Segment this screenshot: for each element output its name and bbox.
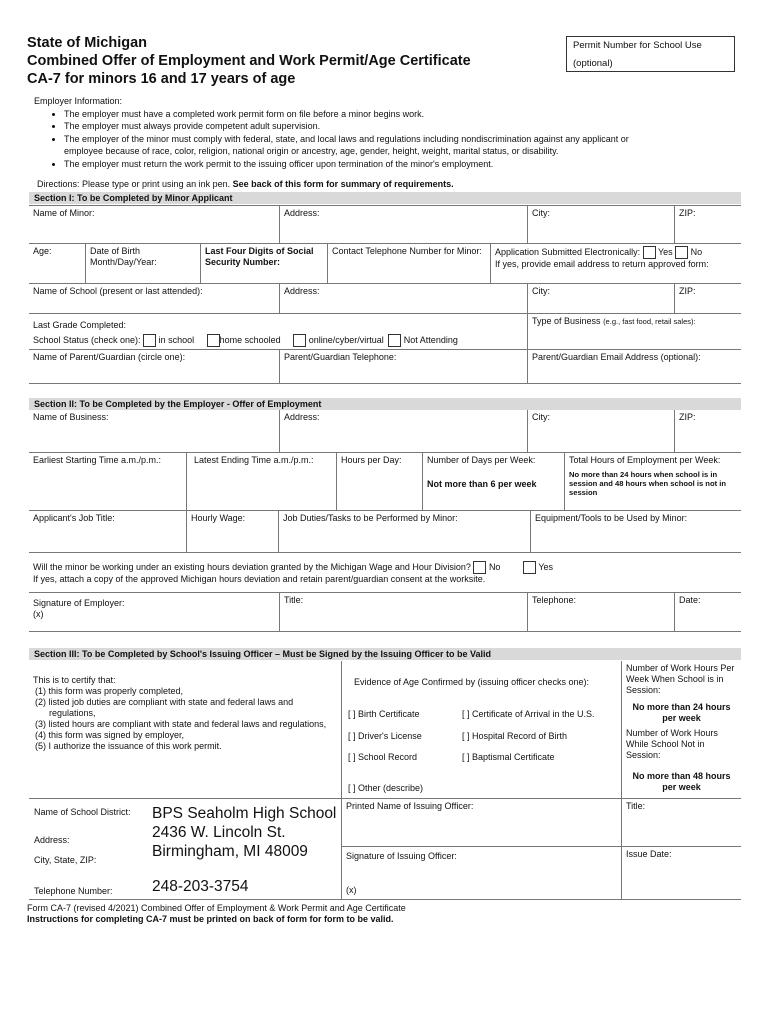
hospital-record-option[interactable]: [ ] Hospital Record of Birth	[462, 731, 568, 741]
employer-info-heading: Employer Information:	[34, 96, 123, 106]
age-field[interactable]	[29, 243, 85, 283]
school-phone-label: Telephone Number:	[34, 886, 113, 896]
business-name-label: Name of Business:	[33, 412, 109, 422]
total-hours-limit-note: No more than 24 hours when school is in session and 48 hours when school is not in session	[569, 470, 726, 497]
directions	[37, 179, 454, 189]
city-state-zip-value[interactable]: Birmingham, MI 48009	[152, 843, 308, 860]
hours-in-session-limit: No more than 24 hours per week	[632, 702, 731, 723]
in-school-label: in school	[158, 334, 195, 345]
officer-signature-label: Signature of Issuing Officer:	[346, 851, 457, 861]
latest-end-label: Latest Ending Time a.m./p.m.:	[194, 455, 314, 465]
evidence-of-age-block	[341, 661, 621, 798]
cert-item: (3) listed hours are compliant with state and federal laws and regulations,	[35, 719, 327, 729]
school-address-label: Address:	[284, 286, 320, 296]
permit-number-label: Permit Number for School Use	[573, 40, 702, 51]
certify-heading: This is to certify that:	[33, 675, 116, 685]
officer-title-label: Title:	[626, 801, 646, 811]
hours-per-day-label: Hours per Day:	[341, 455, 402, 465]
work-hours-block	[621, 661, 741, 798]
directions-bold: See back of this form for summary of requirements.	[232, 179, 454, 189]
school-zip-label: ZIP:	[679, 286, 696, 296]
not-attending-label: Not Attending	[403, 334, 458, 345]
school-city-label: City:	[532, 286, 550, 296]
age-label: Age:	[33, 246, 52, 256]
deviation-yes-checkbox[interactable]	[523, 561, 536, 574]
school-phone-value[interactable]: 248-203-3754	[152, 878, 249, 895]
hours-per-day-field[interactable]	[336, 452, 422, 510]
email-return-label: If yes, provide email address to return approved form:	[495, 259, 709, 269]
hours-not-session-limit: No more than 48 hours per week	[632, 771, 731, 792]
hourly-wage-label: Hourly Wage:	[191, 513, 246, 523]
total-hours-field[interactable]	[564, 452, 741, 510]
permit-number-field[interactable]	[566, 36, 735, 72]
last-grade-label: Last Grade Completed:	[33, 320, 127, 330]
issue-date-label: Issue Date:	[626, 849, 672, 859]
earliest-start-label: Earliest Starting Time a.m./p.m.:	[33, 455, 162, 465]
electronic-yes-checkbox[interactable]	[643, 246, 656, 259]
minor-zip-label: ZIP:	[679, 208, 696, 218]
last-grade-field[interactable]	[29, 313, 527, 331]
printed-name-label: Printed Name of Issuing Officer:	[346, 801, 474, 811]
parent-phone-field[interactable]	[279, 349, 527, 384]
employer-date-label: Date:	[679, 595, 701, 605]
minor-zip-field[interactable]	[674, 205, 741, 243]
employer-telephone-label: Telephone:	[532, 595, 577, 605]
job-duties-field[interactable]	[278, 510, 530, 552]
deviation-no-label: No	[488, 561, 501, 572]
parent-email-label: Parent/Guardian Email Address (optional):	[532, 352, 701, 362]
hours-not-session-label: Number of Work Hours While School Not in Session:	[626, 728, 718, 760]
section2-header: Section II: To be Completed by the Employer - Offer of Employment	[29, 398, 741, 410]
school-district-block	[29, 798, 341, 900]
hourly-wage-field[interactable]	[186, 510, 278, 552]
online-label: online/cyber/virtual	[308, 334, 384, 345]
footer-instructions: Instructions for completing CA-7 must be printed on back of form for form to be valid.	[27, 914, 394, 924]
city-state-zip-label: City, State, ZIP:	[34, 855, 97, 865]
job-duties-label: Job Duties/Tasks to be Performed by Minor:	[283, 513, 458, 523]
form-footer	[27, 903, 406, 925]
birth-certificate-option[interactable]: [ ] Birth Certificate	[348, 709, 420, 719]
employer-info-list	[34, 108, 744, 171]
parent-phone-label: Parent/Guardian Telephone:	[284, 352, 397, 362]
electronic-no-label: No	[690, 246, 703, 257]
dob-label: Date of Birth Month/Day/Year:	[90, 246, 157, 267]
officer-signature-x: (x)	[346, 885, 357, 895]
baptismal-certificate-option[interactable]: [ ] Baptismal Certificate	[462, 752, 555, 762]
home-schooled-checkbox[interactable]	[207, 334, 220, 347]
section1-header: Section I: To be Completed by Minor Applicant	[29, 192, 741, 204]
job-title-field[interactable]	[29, 510, 186, 552]
ssn-label: Last Four Digits of Social Security Number:	[205, 246, 314, 267]
hours-deviation-row	[29, 552, 741, 592]
minor-address-field[interactable]	[279, 205, 527, 243]
employer-info-item: • The employer must return the work permit to the issuing officer upon termination of the minor's employment.	[64, 158, 744, 171]
not-attending-checkbox[interactable]	[388, 334, 401, 347]
school-status-row	[29, 332, 527, 348]
name-of-minor-label: Name of Minor:	[33, 208, 95, 218]
business-name-field[interactable]	[29, 410, 279, 452]
employer-info-item: • The employer must always provide competent adult supervision.	[64, 120, 744, 133]
earliest-start-field[interactable]	[29, 452, 186, 510]
minor-city-label: City:	[532, 208, 550, 218]
dob-field[interactable]	[85, 243, 200, 283]
contact-phone-field[interactable]	[327, 243, 490, 283]
employer-signature-label: Signature of Employer:	[33, 598, 125, 608]
type-business-example: (e.g., fast food, retail sales):	[603, 317, 696, 326]
type-of-business-field[interactable]	[527, 313, 741, 349]
school-address-field[interactable]	[279, 283, 527, 313]
directions-text: Directions: Please type or print using an ink pen.	[37, 179, 231, 189]
business-address-label: Address:	[284, 412, 320, 422]
days-limit-note: Not more than 6 per week	[427, 479, 537, 489]
school-name-label: Name of School (present or last attended):	[33, 286, 203, 296]
minor-city-field[interactable]	[527, 205, 674, 243]
job-title-label: Applicant's Job Title:	[33, 513, 115, 523]
business-address-field[interactable]	[279, 410, 527, 452]
employer-info-item: • The employer must have a completed work permit form on file before a minor begins work.	[64, 108, 744, 121]
other-option[interactable]: [ ] Other (describe)	[348, 783, 424, 793]
employer-title-label: Title:	[284, 595, 304, 605]
ssn-field[interactable]	[200, 243, 327, 283]
title-form-code: CA-7 for minors 16 and 17 years of age	[27, 71, 296, 87]
officer-signature-field[interactable]	[341, 846, 621, 900]
employer-title-field[interactable]	[279, 592, 527, 632]
cert-item: (4) this form was signed by employer,	[35, 730, 185, 740]
employer-information	[34, 95, 744, 171]
section3-bottom-rule	[29, 899, 341, 900]
business-city-field[interactable]	[527, 410, 674, 452]
hours-in-session-label: Number of Work Hours Per Week When School is in Session:	[626, 663, 735, 695]
electronic-application-label: Application Submitted Electronically:	[495, 246, 641, 257]
officer-title-field[interactable]	[621, 798, 741, 846]
school-address-value[interactable]: 2436 W. Lincoln St.	[152, 824, 286, 841]
minor-address-label: Address:	[284, 208, 320, 218]
form-title	[27, 34, 471, 88]
deviation-yes-label: Yes	[538, 561, 553, 572]
employer-date-field[interactable]	[674, 592, 741, 632]
school-status-label: School Status (check one):	[33, 334, 141, 345]
parent-name-label: Name of Parent/Guardian (circle one):	[33, 352, 186, 362]
deviation-note: If yes, attach a copy of the approved Michigan hours deviation and retain parent/guardian consent at the worksite.	[33, 574, 486, 584]
total-hours-label: Total Hours of Employment per Week:	[569, 455, 721, 465]
days-per-week-field[interactable]	[422, 452, 564, 510]
drivers-license-option[interactable]: [ ] Driver's License	[348, 731, 422, 741]
printed-name-field[interactable]	[341, 798, 621, 846]
school-address-label: Address:	[34, 835, 70, 845]
section3-header: Section III: To be Completed by School's Issuing Officer – Must be Signed by the Issuing Officer to be Valid	[29, 648, 741, 660]
employer-telephone-field[interactable]	[527, 592, 674, 632]
online-checkbox[interactable]	[293, 334, 306, 347]
home-schooled-label: home schooled	[219, 334, 281, 345]
title-state: State of Michigan	[27, 35, 148, 51]
school-name-field[interactable]	[29, 283, 279, 313]
deviation-no-checkbox[interactable]	[473, 561, 486, 574]
electronic-no-checkbox[interactable]	[675, 246, 688, 259]
latest-end-field[interactable]	[186, 452, 336, 510]
equipment-field[interactable]	[530, 510, 741, 552]
cert-item: (2) listed job duties are compliant with state and federal laws and regulations,	[35, 697, 294, 718]
issue-date-field[interactable]	[621, 846, 741, 900]
employer-info-item: • The employer of the minor must comply with federal, state, and local laws and regulations including nondiscrimination against any applicant or employee because of race, color, religion, national origin or ancestry, age, gender, height, weight, marital status, or disability.	[64, 133, 664, 158]
school-city-field[interactable]	[527, 283, 674, 313]
title-form-name: Combined Offer of Employment and Work Permit/Age Certificate	[27, 53, 471, 69]
business-zip-label: ZIP:	[679, 412, 696, 422]
permit-optional-label: (optional)	[573, 58, 613, 69]
business-city-label: City:	[532, 412, 550, 422]
type-business-label: Type of Business	[532, 316, 601, 326]
equipment-label: Equipment/Tools to be Used by Minor:	[535, 513, 688, 523]
parent-email-field[interactable]	[527, 349, 741, 384]
business-zip-field[interactable]	[674, 410, 741, 452]
employer-signature-field[interactable]	[29, 592, 279, 632]
contact-phone-label: Contact Telephone Number for Minor:	[332, 246, 482, 256]
parent-name-field[interactable]	[29, 349, 279, 384]
cert-item: (5) I authorize the issuance of this work permit.	[35, 741, 222, 751]
electronic-yes-label: Yes	[657, 246, 673, 257]
district-label: Name of School District:	[34, 807, 131, 817]
evidence-label: Evidence of Age Confirmed by (issuing officer checks one):	[354, 677, 589, 687]
electronic-application-field	[490, 243, 741, 283]
deviation-question: Will the minor be working under an existing hours deviation granted by the Michigan Wage and Hour Division?	[33, 561, 471, 572]
name-of-minor-field[interactable]	[29, 205, 279, 243]
district-value[interactable]: BPS Seaholm High School	[152, 805, 337, 822]
certification-block	[29, 661, 341, 798]
school-zip-field[interactable]	[674, 283, 741, 313]
arrival-certificate-option[interactable]: [ ] Certificate of Arrival in the U.S.	[462, 709, 595, 719]
footer-revision: Form CA-7 (revised 4/2021) Combined Offer of Employment & Work Permit and Age Certificate	[27, 903, 406, 913]
days-per-week-label: Number of Days per Week:	[427, 455, 536, 465]
cert-item: (1) this form was properly completed,	[35, 686, 184, 696]
employer-signature-x: (x)	[33, 609, 44, 619]
school-record-option[interactable]: [ ] School Record	[348, 752, 418, 762]
in-school-checkbox[interactable]	[143, 334, 156, 347]
